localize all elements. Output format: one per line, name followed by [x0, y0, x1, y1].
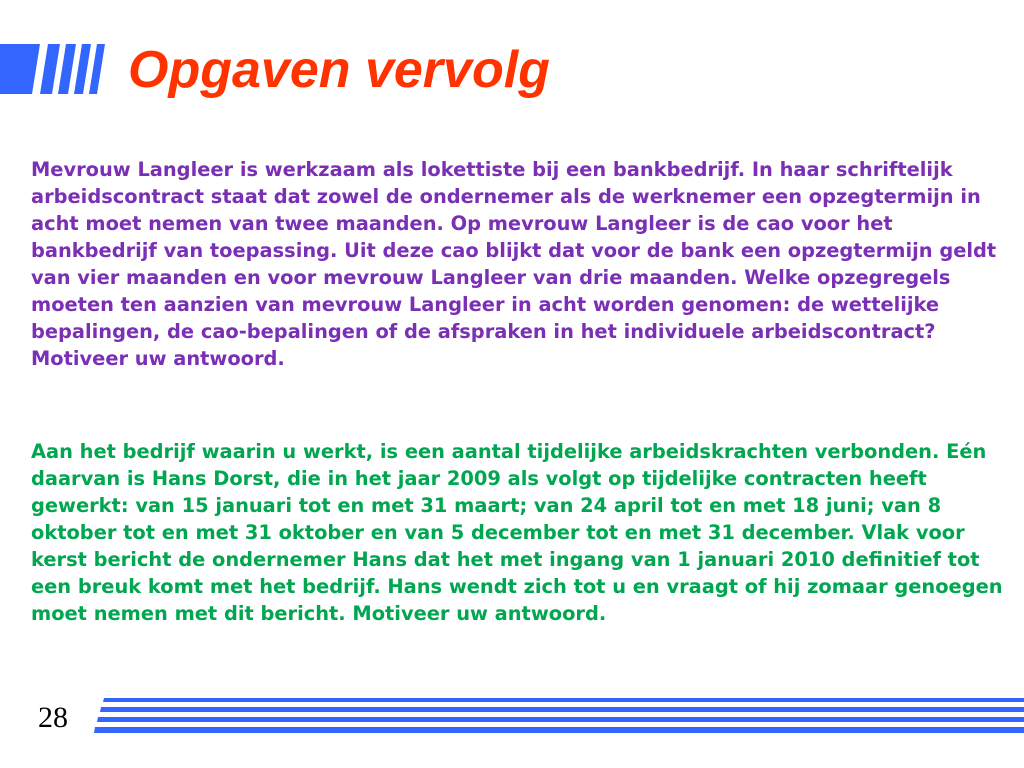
page-number: 28 — [38, 701, 68, 734]
title-stripe-5 — [89, 44, 105, 94]
title-stripes-decoration — [0, 44, 112, 94]
footer-lines-decoration — [92, 698, 1024, 738]
footer-line-1 — [103, 698, 1024, 702]
title-stripe-4 — [74, 44, 91, 94]
title-stripe-1 — [0, 44, 40, 94]
exercise-paragraph-hans-dorst: Aan het bedrijf waarin u werkt, is een aantal tijdelijke arbeidskrachten verbonden. Eén daarvan is Hans Dorst, die in het jaar 2009 als volgt op tijdelijke contracten heeft gewerkt: van 15 januari tot en met 31 maart; van 24 april tot en met 18 juni; van 8 oktober tot en met 31 oktober en van 5 december tot en met 31 december. Vlak voor kerst bericht de ondernemer Hans dat het met ingang van 1 januari 2010 definitief tot een breuk komt met het bedrijf. Hans wendt zich tot u en vraagt of hij zomaar genoegen moet nemen met dit bericht. Motiveer uw antwoord. — [31, 440, 1003, 625]
title-stripe-2 — [40, 44, 60, 94]
footer-line-4 — [94, 727, 1024, 733]
footer-line-2 — [100, 707, 1024, 712]
slide-title: Opgaven vervolg — [128, 41, 550, 99]
footer-line-3 — [97, 717, 1024, 722]
exercise-paragraph-langleer: Mevrouw Langleer is werkzaam als lokettiste bij een bankbedrijf. In haar schriftelijk arbeidscontract staat dat zowel de ondernemer als de werknemer een opzegtermijn in acht moet nemen van twee maanden. Op mevrouw Langleer is de cao voor het bankbedrijf van toepassing. Uit deze cao blijkt dat voor de bank een opzegtermijn geldt van vier maanden en voor mevrouw Langleer van drie maanden. Welke opzegregels moeten ten aanzien van mevrouw Langleer in acht worden genomen: de wettelijke bepalingen, de cao-bepalingen of de afspraken in het individuele arbeidscontract? Motiveer uw antwoord. — [31, 158, 997, 370]
title-stripe-3 — [58, 44, 76, 94]
